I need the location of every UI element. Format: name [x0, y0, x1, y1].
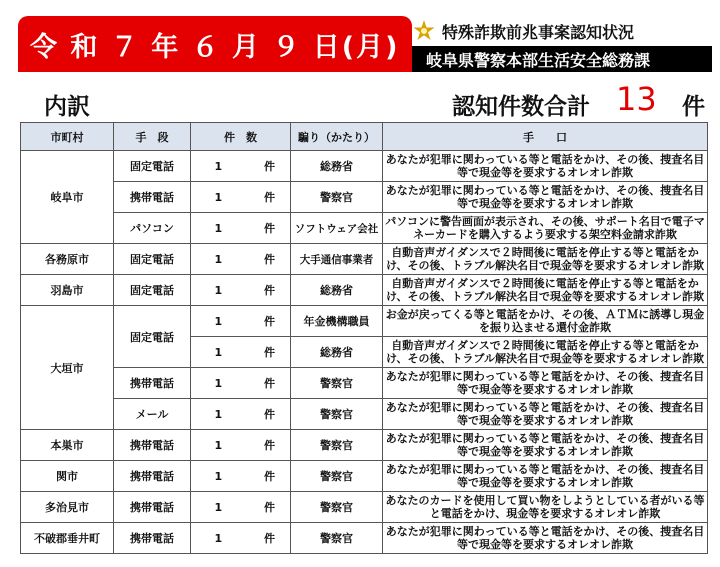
total-unit: 件	[682, 94, 705, 120]
report-title	[412, 18, 702, 44]
table-row	[21, 151, 708, 182]
means-cell: 固定電話	[114, 306, 191, 368]
total-label: 認知件数合計	[452, 94, 590, 120]
deception-cell: ソフトウェア会社	[291, 213, 383, 244]
case-table	[20, 122, 708, 554]
count-cell	[191, 492, 291, 523]
count-cell	[191, 182, 291, 213]
table-row	[21, 368, 708, 399]
count-unit: 件	[264, 501, 275, 514]
city-cell: 大垣市	[21, 306, 114, 430]
count-unit: 件	[264, 160, 275, 173]
means-cell: 固定電話	[114, 275, 191, 306]
means-cell: 固定電話	[114, 244, 191, 275]
count-unit: 件	[264, 408, 275, 421]
method-cell: 自動音声ガイダンスで２時間後に電話を停止する等と電話をかけ、その後、トラブル解決名目で現金等を要求するオレオレ詐欺	[383, 275, 708, 306]
count-value: 1	[214, 439, 223, 452]
method-cell: パソコンに警告画面が表示され、その後、サポート名目で電子マネーカードを購入するよう要求する架空料金請求詐欺	[383, 213, 708, 244]
method-cell: 自動音声ガイダンスで２時間後に電話を停止する等と電話をかけ、その後、トラブル解決名目で現金等を要求するオレオレ詐欺	[383, 244, 708, 275]
header-count: 件 数	[191, 123, 291, 151]
header-means: 手 段	[114, 123, 191, 151]
count-cell	[191, 461, 291, 492]
count-unit: 件	[264, 191, 275, 204]
count-value: 1	[214, 377, 223, 390]
table-row	[21, 492, 708, 523]
deception-cell: 総務省	[291, 275, 383, 306]
count-value: 1	[214, 408, 223, 421]
means-cell: 携帯電話	[114, 182, 191, 213]
count-value: 1	[214, 315, 223, 328]
deception-cell: 警察官	[291, 399, 383, 430]
method-cell: あなたが犯罪に関わっている等と電話をかけ、その後、捜査名目等で現金等を要求するオレオレ詐欺	[383, 461, 708, 492]
count-value: 1	[214, 284, 223, 297]
table-row	[21, 461, 708, 492]
city-cell: 不破郡垂井町	[21, 523, 114, 554]
count-unit: 件	[264, 315, 275, 328]
breakdown-label: 内訳	[44, 94, 90, 120]
header-city: 市町村	[21, 123, 114, 151]
table-row	[21, 182, 708, 213]
means-cell: 携帯電話	[114, 523, 191, 554]
table-row	[21, 244, 708, 275]
means-cell: 携帯電話	[114, 368, 191, 399]
count-unit: 件	[264, 222, 275, 235]
count-value: 1	[214, 160, 223, 173]
table-row	[21, 275, 708, 306]
deception-cell: 大手通信事業者	[291, 244, 383, 275]
count-cell	[191, 399, 291, 430]
means-cell: 携帯電話	[114, 461, 191, 492]
deception-cell: 警察官	[291, 461, 383, 492]
city-cell: 羽島市	[21, 275, 114, 306]
count-value: 1	[214, 253, 223, 266]
total-count: 13	[616, 80, 657, 118]
deception-cell: 警察官	[291, 368, 383, 399]
deception-cell: 警察官	[291, 430, 383, 461]
header-method: 手 口	[383, 123, 708, 151]
count-unit: 件	[264, 377, 275, 390]
date-banner: 令 和 ７ 年 ６ 月 ９ 日(月)	[18, 16, 412, 72]
means-cell: 携帯電話	[114, 430, 191, 461]
means-cell: 固定電話	[114, 151, 191, 182]
table-row	[21, 306, 708, 337]
method-cell: あなたが犯罪に関わっている等と電話をかけ、その後、捜査名目等で現金等を要求するオレオレ詐欺	[383, 151, 708, 182]
city-cell: 本巣市	[21, 430, 114, 461]
table-row	[21, 430, 708, 461]
city-cell: 各務原市	[21, 244, 114, 275]
count-cell	[191, 244, 291, 275]
method-cell: あなたが犯罪に関わっている等と電話をかけ、その後、捜査名目等で現金等を要求するオレオレ詐欺	[383, 523, 708, 554]
report-title-text: 特殊詐欺前兆事案認知状況	[442, 22, 635, 42]
count-unit: 件	[264, 532, 275, 545]
count-cell	[191, 275, 291, 306]
method-cell: お金が戻ってくる等と電話をかけ、その後、ＡＴＭに誘導し現金を振り込ませる還付金詐欺	[383, 306, 708, 337]
method-cell: あなたが犯罪に関わっている等と電話をかけ、その後、捜査名目等で現金等を要求するオレオレ詐欺	[383, 182, 708, 213]
count-value: 1	[214, 532, 223, 545]
count-value: 1	[214, 470, 223, 483]
count-unit: 件	[264, 346, 275, 359]
means-cell: パソコン	[114, 213, 191, 244]
count-unit: 件	[264, 470, 275, 483]
city-cell: 多治見市	[21, 492, 114, 523]
city-cell: 岐阜市	[21, 151, 114, 244]
deception-cell: 総務省	[291, 151, 383, 182]
count-value: 1	[214, 501, 223, 514]
police-emblem-icon	[412, 19, 436, 43]
count-value: 1	[214, 191, 223, 204]
count-cell	[191, 430, 291, 461]
deception-cell: 年金機構職員	[291, 306, 383, 337]
count-value: 1	[214, 346, 223, 359]
means-cell: 携帯電話	[114, 492, 191, 523]
department-label: 岐阜県警察本部生活安全総務課	[412, 46, 712, 72]
deception-cell: 警察官	[291, 492, 383, 523]
method-cell: あなたのカードを使用して買い物をしようとしている者がいる等と電話をかけ、現金等を要求するオレオレ詐欺	[383, 492, 708, 523]
city-cell: 関市	[21, 461, 114, 492]
method-cell: あなたが犯罪に関わっている等と電話をかけ、その後、捜査名目等で現金等を要求するオレオレ詐欺	[383, 430, 708, 461]
means-cell: メール	[114, 399, 191, 430]
count-unit: 件	[264, 439, 275, 452]
count-unit: 件	[264, 284, 275, 297]
method-cell: 自動音声ガイダンスで２時間後に電話を停止する等と電話をかけ、その後、トラブル解決名目で現金等を要求するオレオレ詐欺	[383, 337, 708, 368]
count-cell	[191, 368, 291, 399]
table-row	[21, 399, 708, 430]
table-header-row	[21, 123, 708, 151]
count-cell	[191, 306, 291, 337]
count-cell	[191, 523, 291, 554]
table-row	[21, 213, 708, 244]
deception-cell: 総務省	[291, 337, 383, 368]
count-unit: 件	[264, 253, 275, 266]
method-cell: あなたが犯罪に関わっている等と電話をかけ、その後、捜査名目等で現金等を要求するオレオレ詐欺	[383, 368, 708, 399]
table-row	[21, 523, 708, 554]
header-deception: 騙り（かたり）	[291, 123, 383, 151]
count-cell	[191, 337, 291, 368]
deception-cell: 警察官	[291, 523, 383, 554]
count-value: 1	[214, 222, 223, 235]
deception-cell: 警察官	[291, 182, 383, 213]
count-cell	[191, 213, 291, 244]
method-cell: あなたが犯罪に関わっている等と電話をかけ、その後、捜査名目等で現金等を要求するオレオレ詐欺	[383, 399, 708, 430]
count-cell	[191, 151, 291, 182]
